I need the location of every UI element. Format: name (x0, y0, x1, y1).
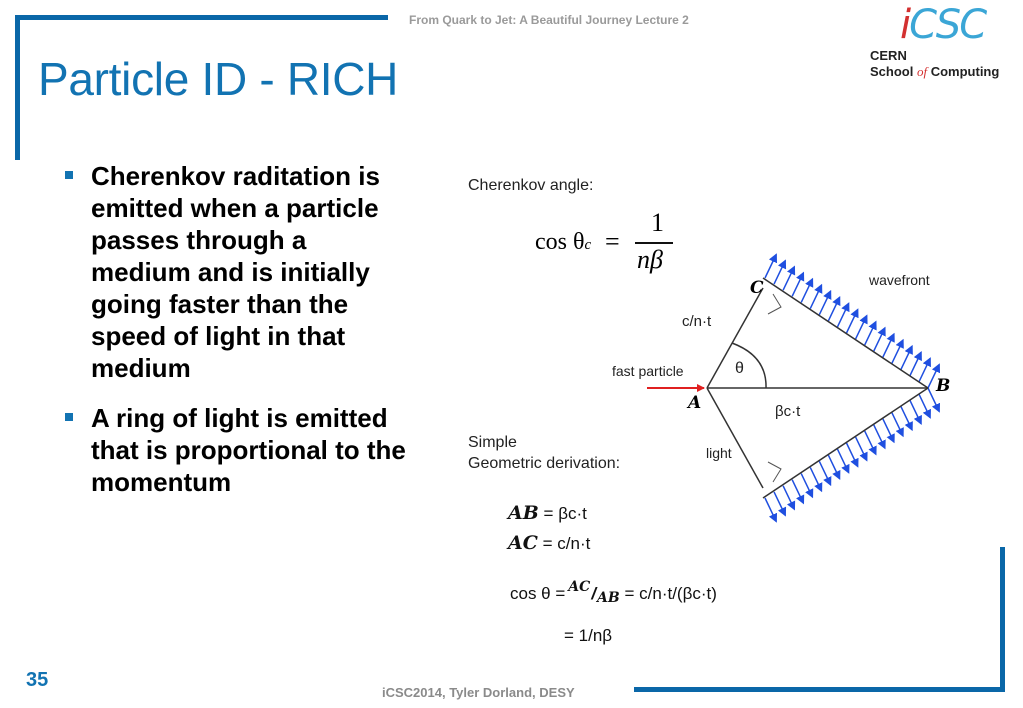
wavefront-arrow (774, 261, 785, 284)
frame-bottom-line (634, 687, 1005, 692)
wavefront-arrow (883, 334, 894, 357)
icsc-logo (866, 2, 1016, 88)
label-fast-particle: fast particle (612, 363, 684, 379)
page-number: 35 (26, 669, 49, 691)
wavefront-arrow (765, 255, 776, 278)
wavefront-arrow (919, 394, 930, 417)
wavefront-arrow (874, 425, 885, 448)
label-b: B (936, 376, 951, 396)
wavefront-arrow (865, 431, 876, 454)
label-a: A (688, 393, 702, 413)
bullet-square-icon (65, 171, 73, 179)
wavefront-arrow (828, 297, 839, 320)
slide-title: Particle ID - RICH (38, 53, 399, 105)
wavefront-arrow (847, 310, 858, 333)
equation-result: = 1/nβ (564, 626, 613, 645)
label-wavefront: wavefront (869, 272, 930, 288)
label-c: C (750, 278, 764, 298)
label-light: light (706, 445, 732, 461)
derivation-heading-1: Simple (468, 434, 517, 451)
wavefront-arrow (910, 352, 921, 375)
frame-top-line (15, 15, 388, 20)
wavefront-arrow (810, 285, 821, 308)
formula-denominator: nβ (637, 245, 663, 274)
wavefront-arrow (847, 443, 858, 466)
wavefront-line-top (763, 278, 928, 388)
equation-ac: AC = c/n·t (508, 532, 591, 554)
derivation-heading-2: Geometric derivation: (468, 455, 621, 472)
line-light (707, 388, 763, 488)
bullet-item: A ring of light is emitted that is proportional to the momentum (63, 402, 413, 498)
label-theta: θ (735, 360, 744, 377)
wavefront-arrow (837, 303, 848, 326)
wavefront-arrow (774, 492, 785, 515)
wavefront-arrow (837, 449, 848, 472)
bullet-list (63, 160, 413, 516)
wavefront-arrow (901, 346, 912, 369)
equation-ab: AB = βc·t (508, 502, 587, 524)
bullet-item: Cherenkov raditation is emitted when a particle passes through a medium and is initially going faster than the speed of light in that medium (63, 160, 413, 384)
wavefront-arrow (874, 328, 885, 351)
wavefront-arrow (910, 400, 921, 423)
wavefront-arrow (856, 437, 867, 460)
wavefront-arrow (828, 455, 839, 478)
wavefront-arrow (783, 486, 794, 509)
wavefront-arrow (765, 498, 776, 521)
footer-credit: iCSC2014, Tyler Dorland, DESY (382, 685, 575, 700)
wavefront-arrow (883, 419, 894, 442)
right-angle-top (768, 294, 781, 314)
wavefront-arrow (865, 322, 876, 345)
logo-brand: iCSC (900, 2, 986, 48)
label-bct: βc·t (775, 403, 801, 420)
wavefront-arrow (901, 406, 912, 429)
logo-line2: School of Computing (870, 64, 1000, 79)
label-cnt: c/n·t (682, 313, 712, 330)
wavefront-arrow (792, 273, 803, 296)
wavefront-arrow (856, 316, 867, 339)
wavefront-arrow (919, 358, 930, 381)
formula-equals: = (605, 227, 620, 256)
wavefront-arrow (783, 267, 794, 290)
wavefront-arrow (801, 474, 812, 497)
wavefront-arrow (792, 480, 803, 503)
wavefront-arrow (810, 467, 821, 490)
header-text: From Quark to Jet: A Beautiful Journey Lecture 2 (409, 13, 689, 27)
wavefront-arrow (892, 340, 903, 363)
cherenkov-diagram (460, 160, 1000, 660)
bullet-square-icon (65, 413, 73, 421)
frame-right-line (1000, 547, 1005, 692)
formula-numerator: 1 (651, 208, 664, 237)
formula-lhs: cos θc (535, 229, 592, 255)
wavefront-arrow (819, 291, 830, 314)
wavefront-arrow (819, 461, 830, 484)
frame-left-line (15, 15, 20, 160)
wavefront-arrow (892, 412, 903, 435)
cherenkov-angle-heading: Cherenkov angle: (468, 177, 594, 194)
logo-line1: CERN (870, 48, 907, 63)
equation-cos: cos θ = $^{AC}$/AB = c/n·t/(βc·t) (510, 579, 717, 606)
wavefront-arrow (801, 279, 812, 302)
right-angle-bottom (768, 462, 781, 482)
